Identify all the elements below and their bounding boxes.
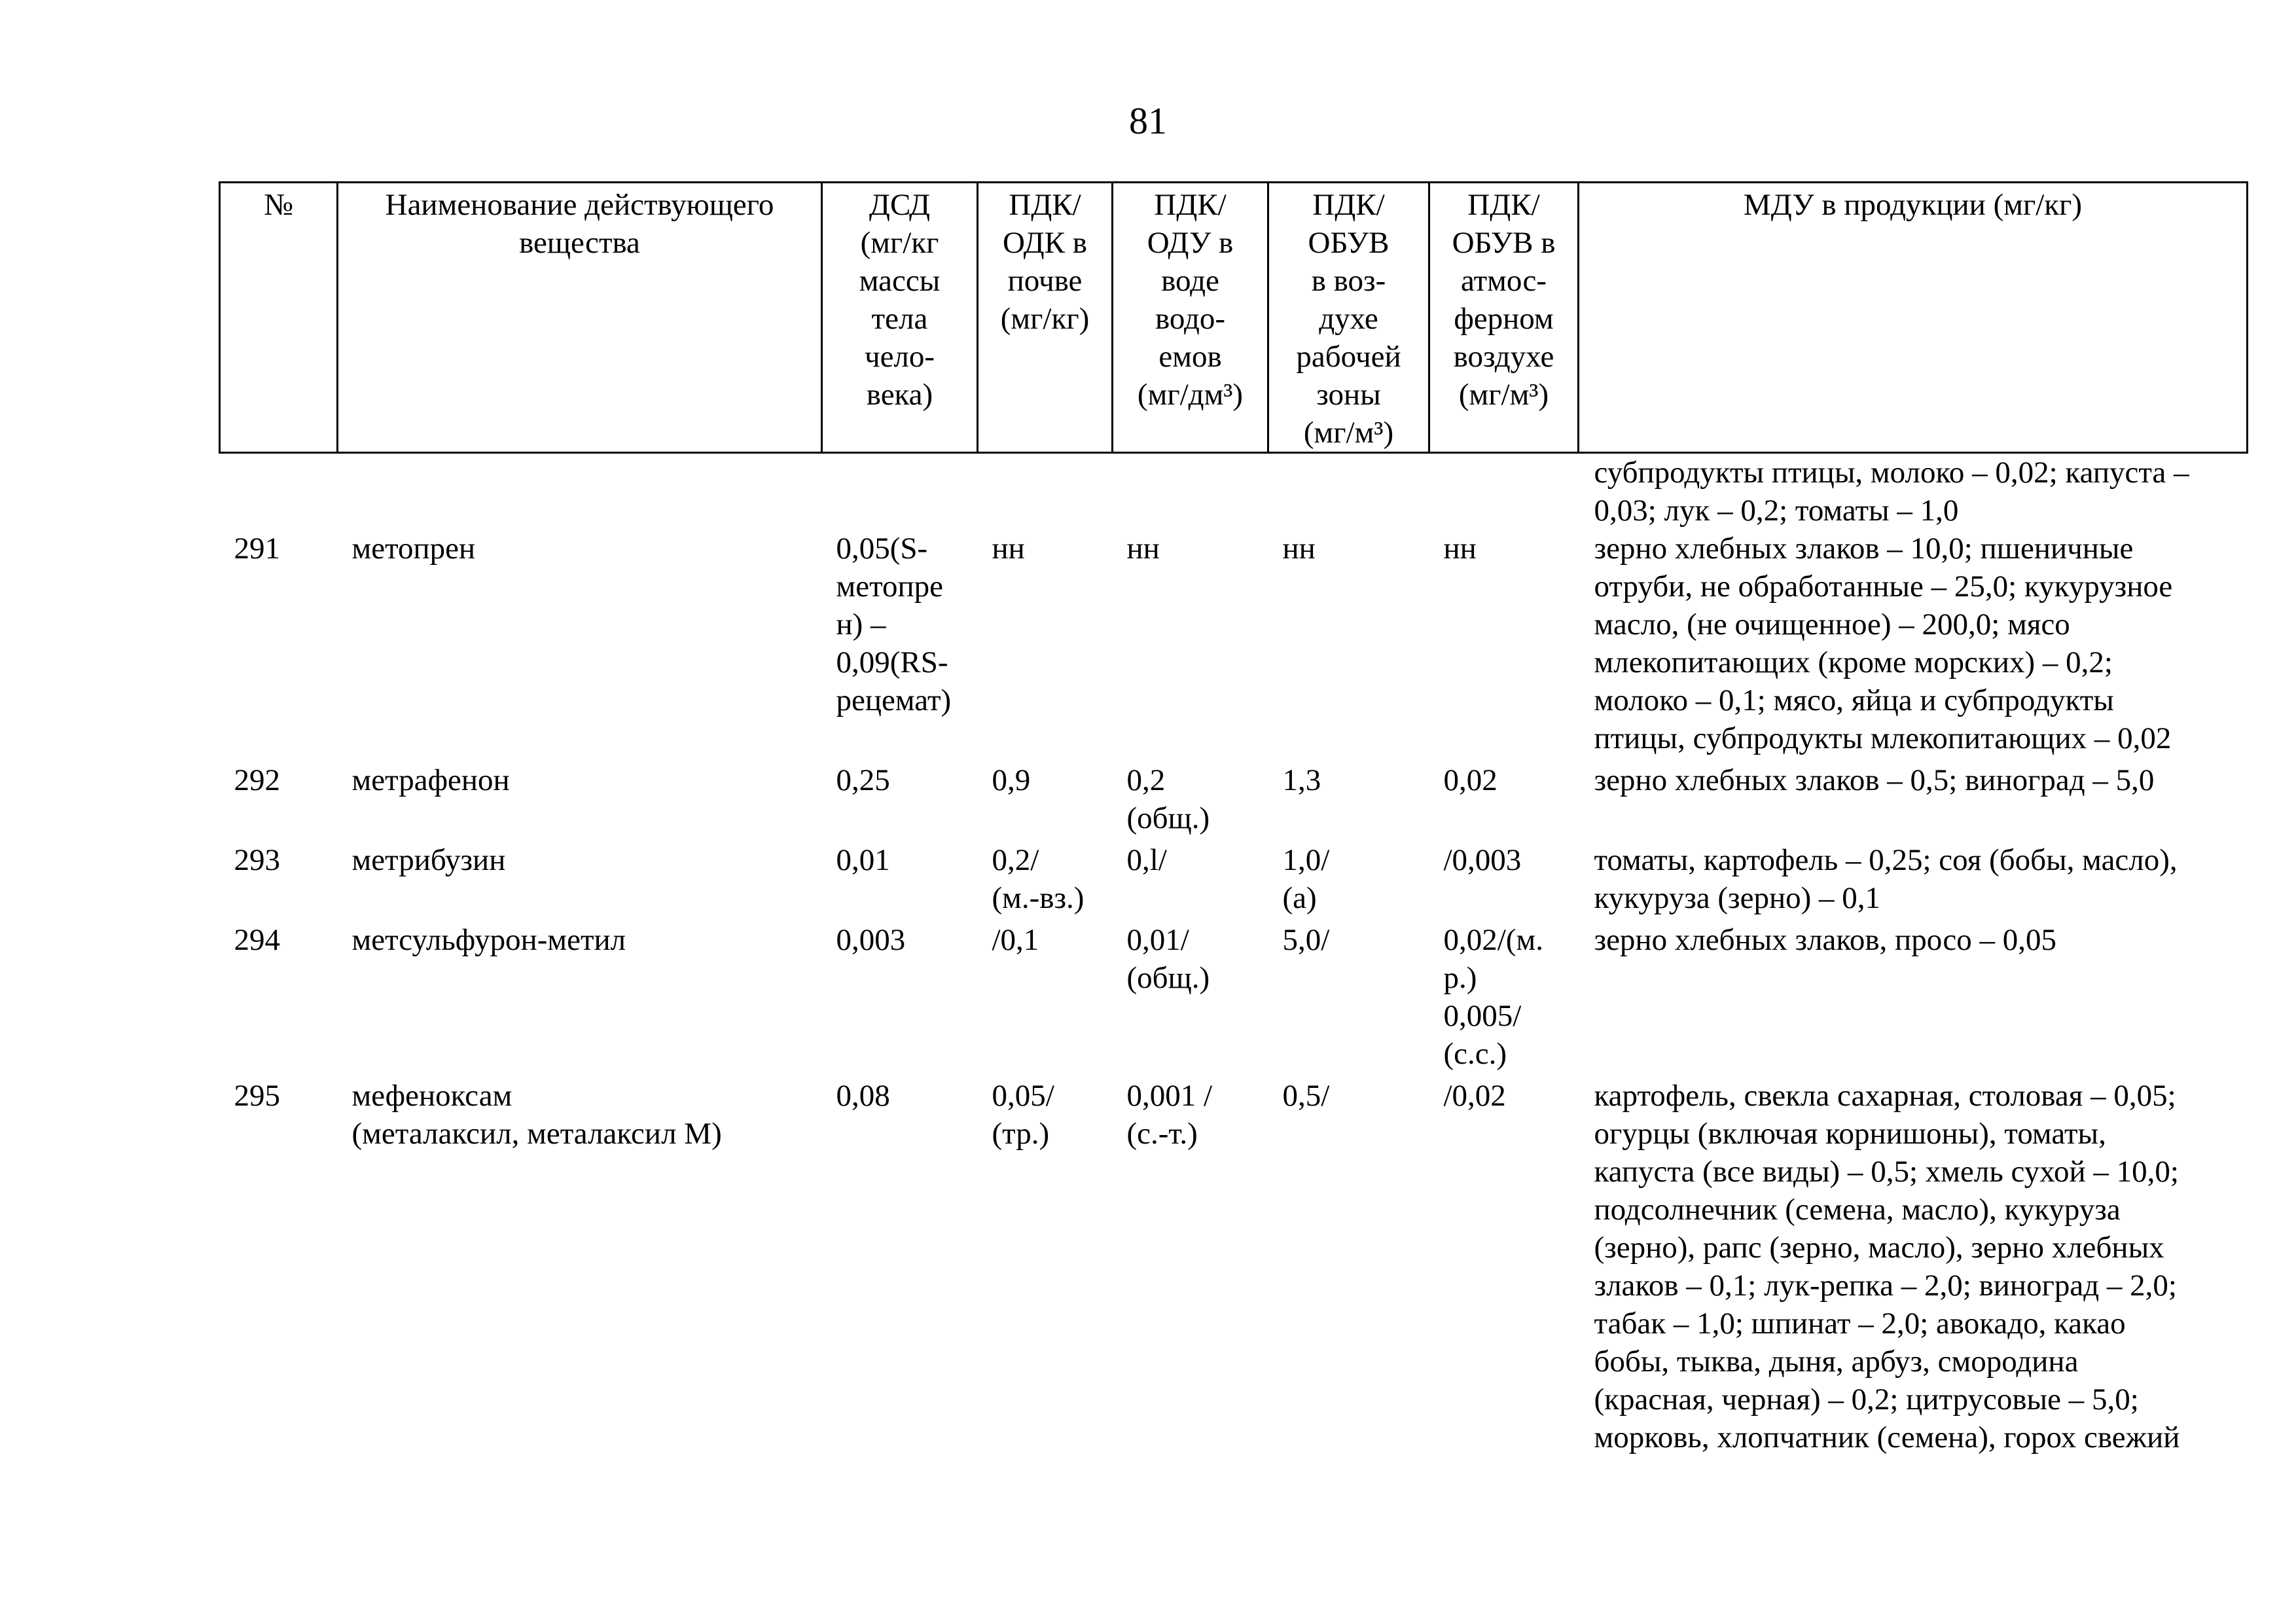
row-pdk-obuv-atm: /0,02 (1443, 1079, 1506, 1113)
table-row (220, 921, 2248, 1077)
header-pdk-odk: ПДК/ ОДК в почве (мг/кг) (978, 183, 1113, 453)
row-mdu: зерно хлебных злаков – 10,0; пшеничные отруби, не обработанные – 25,0; кукурузное масло, (не очищенное) – 200,0; мясо млекопитающих (кроме морских) – 0,2; молоко – 0,1; мясо, яйца и субпродукты птицы, субпродукты млекопитающих – 0,02 (1594, 532, 2173, 755)
table-row (220, 761, 2248, 841)
row-pdk-obuv-work: 1,3 (1282, 763, 1321, 797)
row-mdu: зерно хлебных злаков – 0,5; виноград – 5,0 (1594, 763, 2155, 797)
table-header-row (220, 183, 2248, 453)
row-pdk-obuv-atm: 0,02 (1443, 763, 1498, 797)
row-mdu: томаты, картофель – 0,25; соя (бобы, масло), кукуруза (зерно) – 0,1 (1594, 843, 2178, 915)
continuation-mdu: субпродукты птицы, молоко – 0,02; капуста – 0,03; лук – 0,2; томаты – 1,0 (1594, 456, 2189, 528)
header-name: Наименование действующего вещества (338, 183, 822, 453)
row-pdk-odk: 0,9 (992, 763, 1031, 797)
header-dsd: ДСД (мг/кг массы тела чело- века) (822, 183, 978, 453)
row-mdu: картофель, свекла сахарная, столовая – 0,05; огурцы (включая корнишоны), томаты, капуста (все виды) – 0,5; хмель сухой – 10,0; подсолнечник (семена, масло), кукуруза (зерно), рапс (зерно, масло), зерно хлебных злаков – 0,1; лук-репка – 2,0; виноград – 2,0; табак – 1,0; шпинат – 2,0; авокадо, какао бобы, тыква, дыня, арбуз, смородина (красная, черная) – 0,2; цитрусовые – 5,0; морковь, хлопчатник (семена), горох свежий (1594, 1079, 2180, 1454)
row-name: метрафенон (351, 763, 510, 797)
header-pdk-obuv-atm: ПДК/ ОБУВ в атмос- ферном воздухе (мг/м³) (1429, 183, 1579, 453)
header-pdk-odu: ПДК/ ОДУ в воде водо- емов (мг/дм³) (1113, 183, 1268, 453)
row-num: 291 (234, 532, 280, 566)
row-pdk-obuv-atm: /0,003 (1443, 843, 1522, 877)
row-pdk-odk: 0,05/ (тр.) (992, 1079, 1054, 1151)
row-pdk-obuv-work: нн (1282, 532, 1316, 566)
row-dsd: 0,05(S- метопре н) – 0,09(RS- рецемат) (836, 532, 952, 717)
table-row (220, 841, 2248, 921)
row-dsd: 0,01 (836, 843, 890, 877)
row-num: 292 (234, 763, 280, 797)
row-pdk-obuv-work: 1,0/ (а) (1282, 843, 1330, 915)
table-row (220, 1077, 2248, 1460)
row-pdk-odu: 0,l/ (1126, 843, 1167, 877)
row-pdk-odk: нн (992, 532, 1025, 566)
row-num: 293 (234, 843, 280, 877)
page-number: 81 (1129, 99, 1167, 142)
continuation-row (220, 453, 2248, 530)
pesticide-table (219, 181, 2246, 1460)
row-pdk-odu: 0,2 (общ.) (1126, 763, 1210, 835)
row-mdu: зерно хлебных злаков, просо – 0,05 (1594, 923, 2056, 957)
header-mdu: МДУ в продукции (мг/кг) (1579, 183, 2248, 453)
row-num: 295 (234, 1079, 280, 1113)
row-pdk-obuv-atm: нн (1443, 532, 1477, 566)
row-pdk-odk: 0,2/ (м.-вз.) (992, 843, 1085, 915)
row-name: метсульфурон-метил (351, 923, 626, 957)
header-num: № (220, 183, 338, 453)
header-pdk-obuv-work: ПДК/ ОБУВ в воз- духе рабочей зоны (мг/м³) (1268, 183, 1429, 453)
row-pdk-odu: 0,001 / (с.-т.) (1126, 1079, 1213, 1151)
row-dsd: 0,08 (836, 1079, 890, 1113)
row-name: метрибузин (351, 843, 506, 877)
row-dsd: 0,25 (836, 763, 890, 797)
row-pdk-odk: /0,1 (992, 923, 1039, 957)
row-pdk-obuv-work: 5,0/ (1282, 923, 1330, 957)
table-row (220, 530, 2248, 761)
row-pdk-obuv-atm: 0,02/(м. р.) 0,005/ (с.с.) (1443, 923, 1543, 1071)
row-pdk-odu: нн (1126, 532, 1160, 566)
row-pdk-odu: 0,01/ (общ.) (1126, 923, 1210, 995)
row-pdk-obuv-work: 0,5/ (1282, 1079, 1330, 1113)
row-dsd: 0,003 (836, 923, 906, 957)
row-name: метопрен (351, 532, 476, 566)
row-num: 294 (234, 923, 280, 957)
row-name: мефеноксам (металаксил, металаксил М) (351, 1079, 722, 1151)
